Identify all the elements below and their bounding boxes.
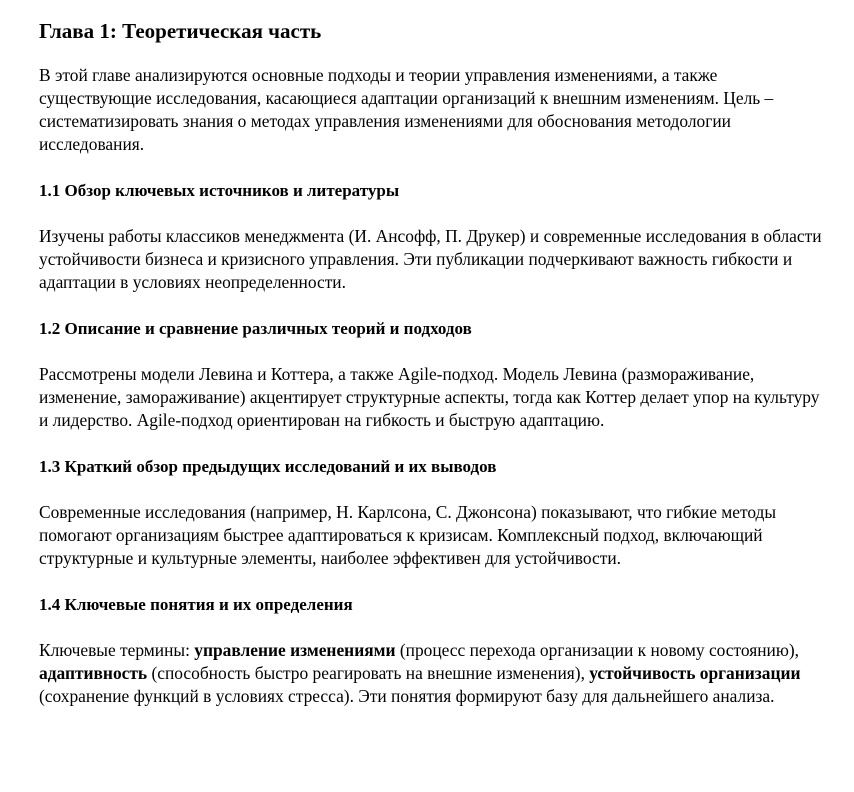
term-change-management-definition: (процесс перехода организации к новому состоянию), [395, 640, 799, 660]
term-adaptivity: адаптивность [39, 663, 148, 683]
section-text-1-4 [39, 639, 824, 708]
section-title-1-3: 1.3 Краткий обзор предыдущих исследований и их выводов [39, 457, 497, 476]
section-text-1-1: Изучены работы классиков менеджмента (И. Ансофф, П. Друкер) и современные исследования в области устойчивости бизнеса и кризисного управления. Эти публикации подчеркивают важность гибкости и адаптации в условиях неопределенности. [39, 226, 822, 292]
term-organizational-resilience-definition: (сохранение функций в условиях стресса). Эти понятия формируют базу для дальнейшего анализа. [39, 686, 775, 706]
term-organizational-resilience: устойчивость организации [589, 663, 801, 683]
section-text-1-2: Рассмотрены модели Левина и Коттера, а также Agile-подход. Модель Левина (размораживание, изменение, замораживание) акцентирует структурные аспекты, тогда как Коттер делает упор на культуру и лидерство. Agile-подход ориентирован на гибкость и быструю адаптацию. [39, 364, 820, 430]
section-text-1-3: Современные исследования (например, Н. Карлсона, С. Джонсона) показывают, что гибкие методы помогают организациям быстрее адаптироваться к кризисам. Комплексный подход, включающий структурные и культурные элементы, наиболее эффективен для устойчивости. [39, 502, 777, 568]
intro-paragraph: В этой главе анализируются основные подходы и теории управления изменениями, а также существующие исследования, касающиеся адаптации организаций к внешним изменениям. Цель – систематизировать знания о методах управления изменениями для обоснования методологии исследования. [39, 65, 774, 154]
section-title-1-1: 1.1 Обзор ключевых источников и литературы [39, 181, 400, 200]
chapter-title: Глава 1: Теоретическая часть [39, 19, 322, 43]
section-title-1-4: 1.4 Ключевые понятия и их определения [39, 595, 353, 614]
term-adaptivity-definition: (способность быстро реагировать на внешние изменения), [147, 663, 590, 683]
term-change-management: управление изменениями [194, 640, 396, 660]
section-title-1-2: 1.2 Описание и сравнение различных теорий и подходов [39, 319, 472, 338]
terms-lead: Ключевые термины: [39, 640, 195, 660]
